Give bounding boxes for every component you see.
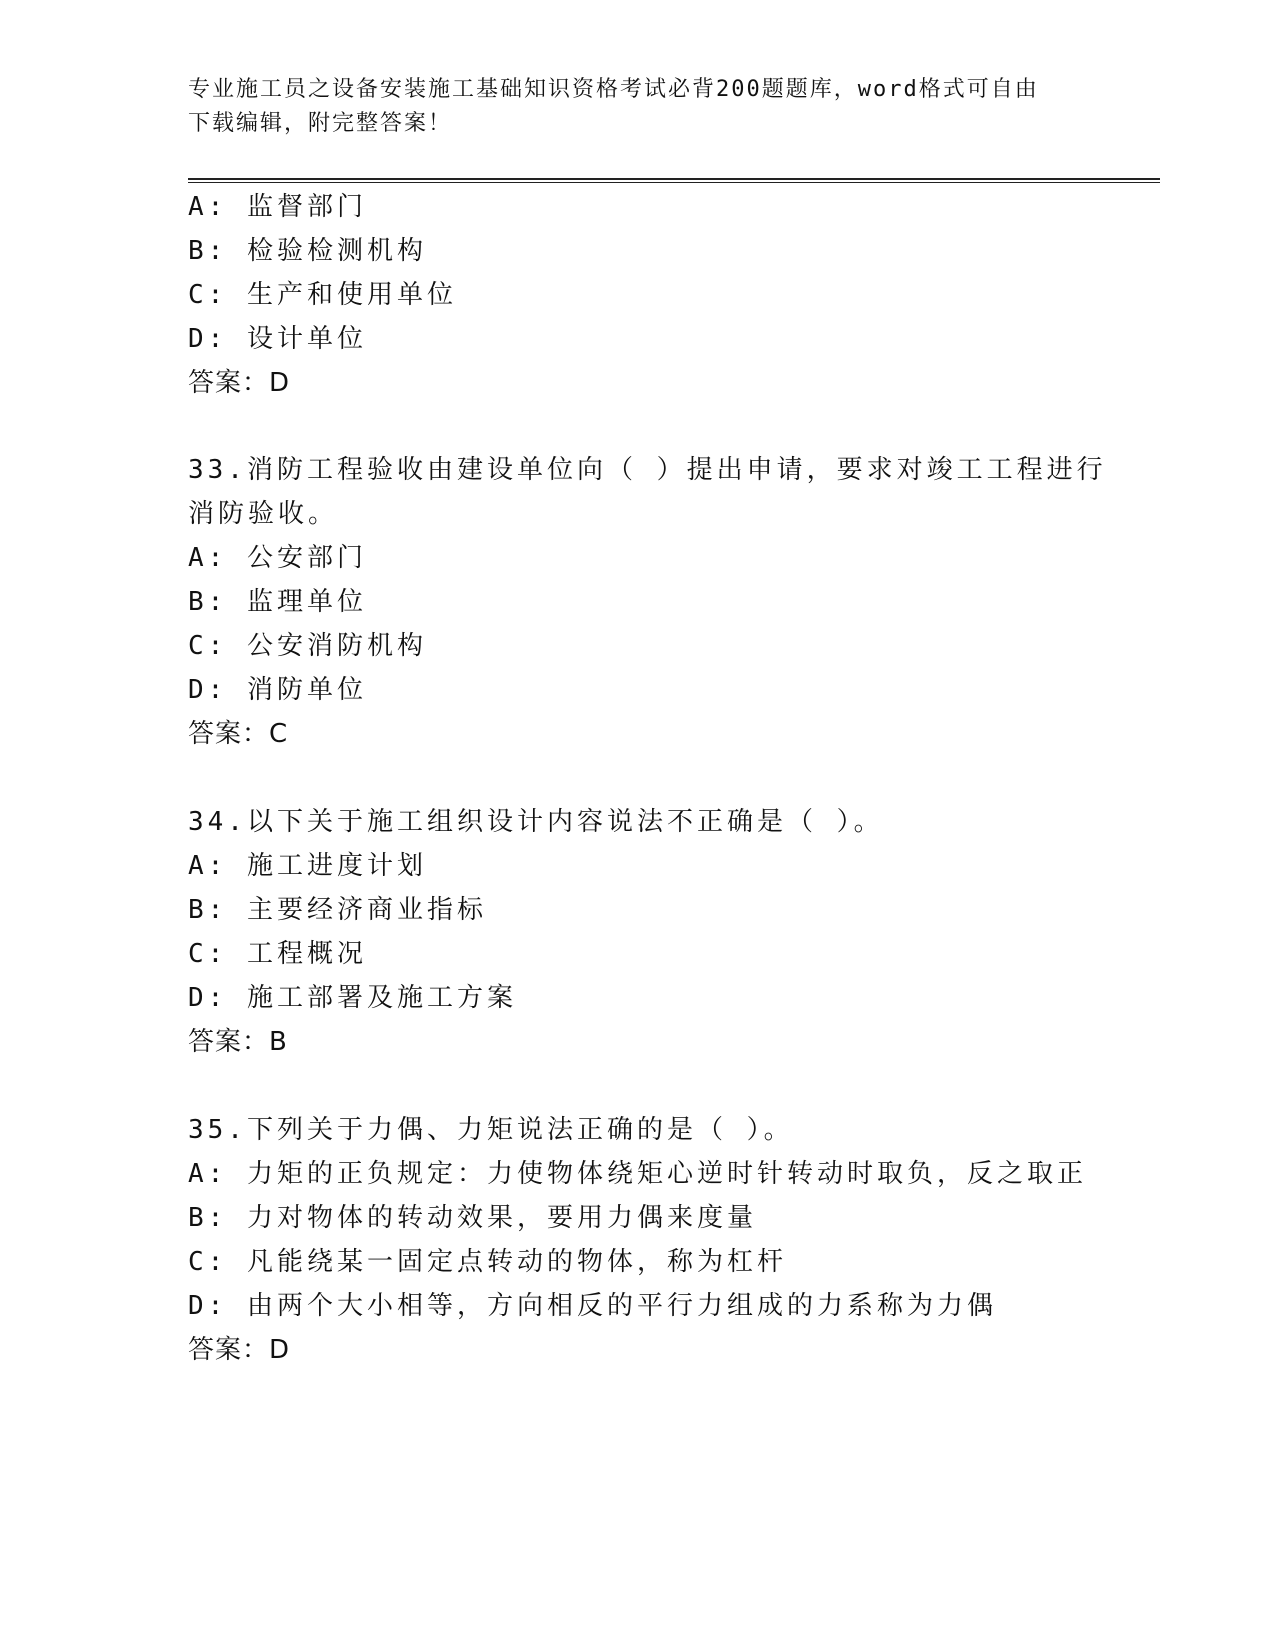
q34-option-d: D: 施工部署及施工方案 [188,983,517,1013]
q34-answer: 答案：B [188,1027,288,1057]
q35-answer: 答案：D [188,1335,291,1365]
q32-option-c: C: 生产和使用单位 [188,280,457,310]
q32-option-a: A: 监督部门 [188,192,367,222]
q33-option-c: C: 公安消防机构 [188,631,427,661]
q33-option-b: B: 监理单位 [188,587,367,617]
q34-option-b: B: 主要经济商业指标 [188,895,487,925]
document-header [188,73,1088,141]
q33-option-d: D: 消防单位 [188,675,367,705]
q34-option-c: C: 工程概况 [188,939,367,969]
q35-stem: 35.下列关于力偶、力矩说法正确的是（ ）。 [188,1115,794,1145]
q34-stem: 34.以下关于施工组织设计内容说法不正确是（ ）。 [188,807,884,837]
header-title-line-1: 专业施工员之设备安装施工基础知识资格考试必背200题题库，word格式可自由 [188,77,1039,102]
q33-stem-line-1: 33.消防工程验收由建设单位向（ ）提出申请，要求对竣工工程进行 [188,455,1107,485]
q32-option-d: D: 设计单位 [188,324,367,354]
q33-option-a: A: 公安部门 [188,543,367,573]
q35-option-d: D: 由两个大小相等，方向相反的平行力组成的力系称为力偶 [188,1291,997,1321]
q33-answer: 答案：C [188,719,289,749]
q35-option-b: B: 力对物体的转动效果，要用力偶来度量 [188,1203,757,1233]
q33-stem-line-2: 消防验收。 [188,499,339,529]
header-divider [188,178,1160,183]
q32-answer: 答案：D [188,368,291,398]
header-title-line-2: 下载编辑，附完整答案！ [188,111,453,136]
q32-option-b: B: 检验检测机构 [188,236,427,266]
q35-option-c: C: 凡能绕某一固定点转动的物体，称为杠杆 [188,1247,787,1277]
q35-option-a: A: 力矩的正负规定：力使物体绕矩心逆时针转动时取负，反之取正 [188,1159,1087,1189]
q34-option-a: A: 施工进度计划 [188,851,427,881]
